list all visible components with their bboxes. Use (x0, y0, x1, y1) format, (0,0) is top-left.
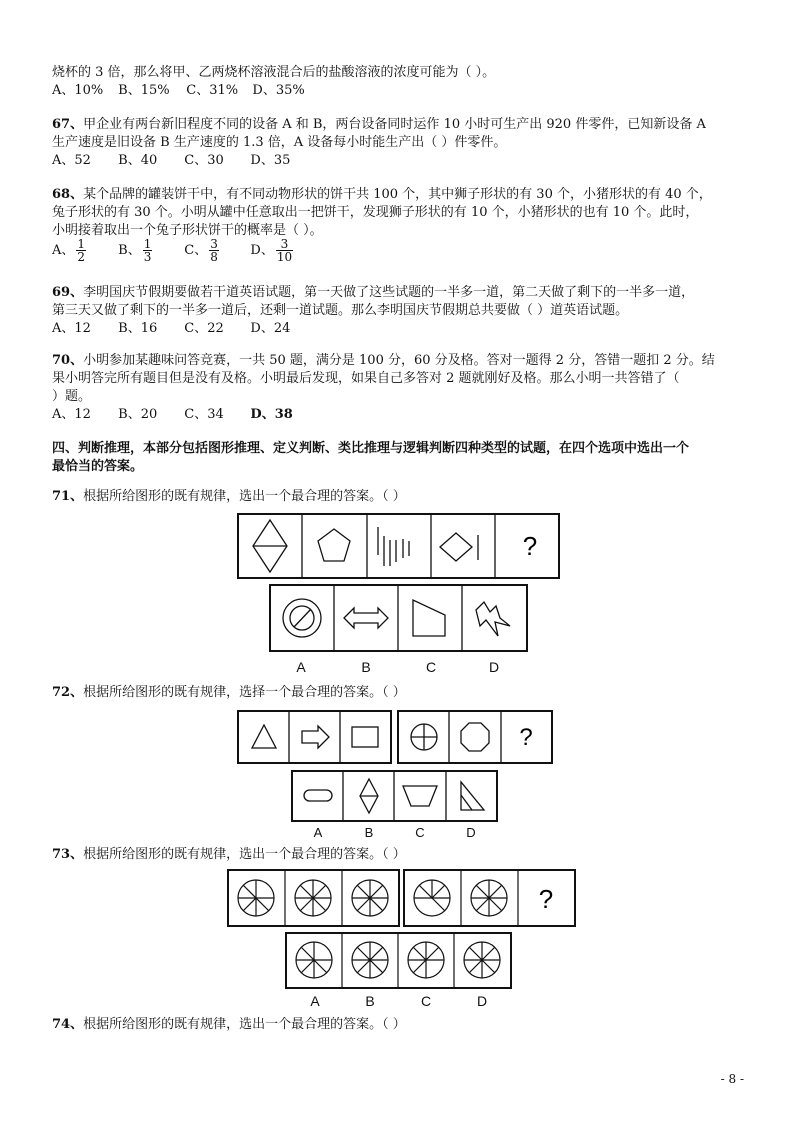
q70-text: 小明参加某趣味问答竞赛，一共 50 题，满分是 100 分，60 分及格。答对一题得 2 分，答错一题扣 2 分。结 (83, 353, 715, 368)
q68-option-b: B、 $\frac{1}{3}$ (118, 237, 152, 264)
q73-option-a-wheel (296, 942, 332, 978)
q72-label-a: A (313, 825, 323, 840)
q69-option-a: A、12 (52, 321, 91, 336)
q73-option-b-wheel (352, 942, 388, 978)
section-4-heading-line2: 最恰当的答案。 (52, 459, 144, 474)
q71-label-a: A (296, 659, 306, 675)
q73-text: 根据所给图形的既有规律，选出一个最合理的答案。（ ） (83, 847, 406, 862)
q69-option-c: C、22 (184, 321, 224, 336)
q74-number: 74、 (52, 1017, 84, 1032)
q71-number: 71、 (52, 489, 84, 504)
q72-question-mark: ? (519, 724, 533, 751)
q69-text: 李明国庆节假期要做若干道英语试题，第一天做了这些试题的一半多一道，第二天做了剩下的一半多一道， (83, 285, 695, 300)
q73-wheel-1 (238, 880, 274, 916)
q73-wheel-2 (295, 880, 331, 916)
q67-line2: 生产速度是旧设备 B 生产速度的 1.3 倍，A 设备每小时能生产出（ ）件零件。 (52, 135, 507, 150)
q67-option-b: B、40 (118, 153, 158, 168)
q69-number: 69、 (52, 285, 84, 300)
q73-wheel-3 (352, 880, 388, 916)
q67-option-d: D、35 (250, 153, 291, 168)
q66-option-b: B、15% (118, 83, 170, 98)
q68-line2: 兔子形状的有 30 个。小明从罐中任意取出一把饼干，发现狮子形状的有 10 个，小猪形状的也有 10 个。此时， (52, 205, 699, 220)
q67-option-c: C、30 (184, 153, 224, 168)
q68-option-d: D、 $\frac{3}{10}$ (250, 237, 293, 264)
q73-label-d: D (476, 993, 488, 1009)
q71-label-c: C (425, 659, 437, 675)
q68-line3: 小明接着取出一个兔子形状饼干的概率是（ ）。 (52, 223, 323, 238)
q73-wheel-4 (414, 880, 450, 916)
q73-option-d-wheel (464, 942, 500, 978)
q73-option-c-wheel (408, 942, 444, 978)
q73-label-a: A (310, 993, 320, 1009)
page-number: - 8 - (720, 1072, 744, 1086)
q70-option-c: C、34 (184, 407, 224, 422)
q67-option-a: A、52 (52, 153, 91, 168)
q66-option-a: A、10% (52, 83, 104, 98)
section-4-heading-line1: 四、判断推理，本部分包括图形推理、定义判断、类比推理与逻辑判断四种类型的试题，在四个选项中选出一个 (52, 441, 690, 456)
q74-text: 根据所给图形的既有规律，选出一个最合理的答案。（ ） (83, 1017, 406, 1032)
q67-text: 甲企业有两台新旧程度不同的设备 A 和 B，两台设备同时运作 10 小时可生产出 920 件零件，已知新设备 A (83, 117, 706, 132)
q68-option-a: A、 $\frac{1}{2}$ (52, 237, 86, 264)
q68-option-c: C、 $\frac{3}{8}$ (184, 237, 218, 264)
q71-question-mark: ? (522, 531, 538, 561)
q72-text: 根据所给图形的既有规律，选择一个最合理的答案。（ ） (83, 685, 406, 700)
q72-label-d: D (466, 825, 476, 840)
q66-option-c: C、31% (186, 83, 239, 98)
q72-number: 72、 (52, 685, 84, 700)
q69-option-b: B、16 (118, 321, 158, 336)
q70-option-b: B、20 (118, 407, 158, 422)
q70-option-d: D、38 (250, 407, 293, 422)
q69-option-d: D、24 (250, 321, 291, 336)
q73-number: 73、 (52, 847, 84, 862)
q71-label-d: D (488, 659, 500, 675)
q71-text: 根据所给图形的既有规律，选出一个最合理的答案。（ ） (83, 489, 406, 504)
q73-label-c: C (420, 993, 432, 1009)
q73-question-mark: ? (538, 884, 554, 914)
q70-number: 70、 (52, 353, 84, 368)
q66-option-d: D、35% (252, 83, 305, 98)
q69-line2: 第三天又做了剩下的一半多一道后，还剩一道试题。那么李明国庆节假期总共要做（ ）道英语试题。 (52, 303, 629, 318)
q68-text: 某个品牌的罐装饼干中，有不同动物形状的饼干共 100 个，其中狮子形状的有 30 个，小猪形状的有 40 个， (83, 187, 712, 202)
q74-prompt (52, 1016, 406, 1034)
q66-tail: 烧杯的 3 倍，那么将甲、乙两烧杯溶液混合后的盐酸溶液的浓度可能为（ ）。 (52, 65, 496, 80)
q70-line3: ）题。 (52, 389, 92, 404)
q72-label-c: C (415, 825, 425, 840)
q67-number: 67、 (52, 117, 84, 132)
q70-line2: 果小明答完所有题目但是没有及格。小明最后发现，如果自己多答对 2 题就刚好及格。那么小明一共答错了（ (52, 371, 680, 386)
q73-label-b: B (365, 993, 375, 1009)
q73-wheel-5 (471, 880, 507, 916)
q68-number: 68、 (52, 187, 84, 202)
q72-label-b: B (364, 825, 374, 840)
q70-option-a: A、12 (52, 407, 91, 422)
q71-label-b: B (361, 659, 371, 675)
